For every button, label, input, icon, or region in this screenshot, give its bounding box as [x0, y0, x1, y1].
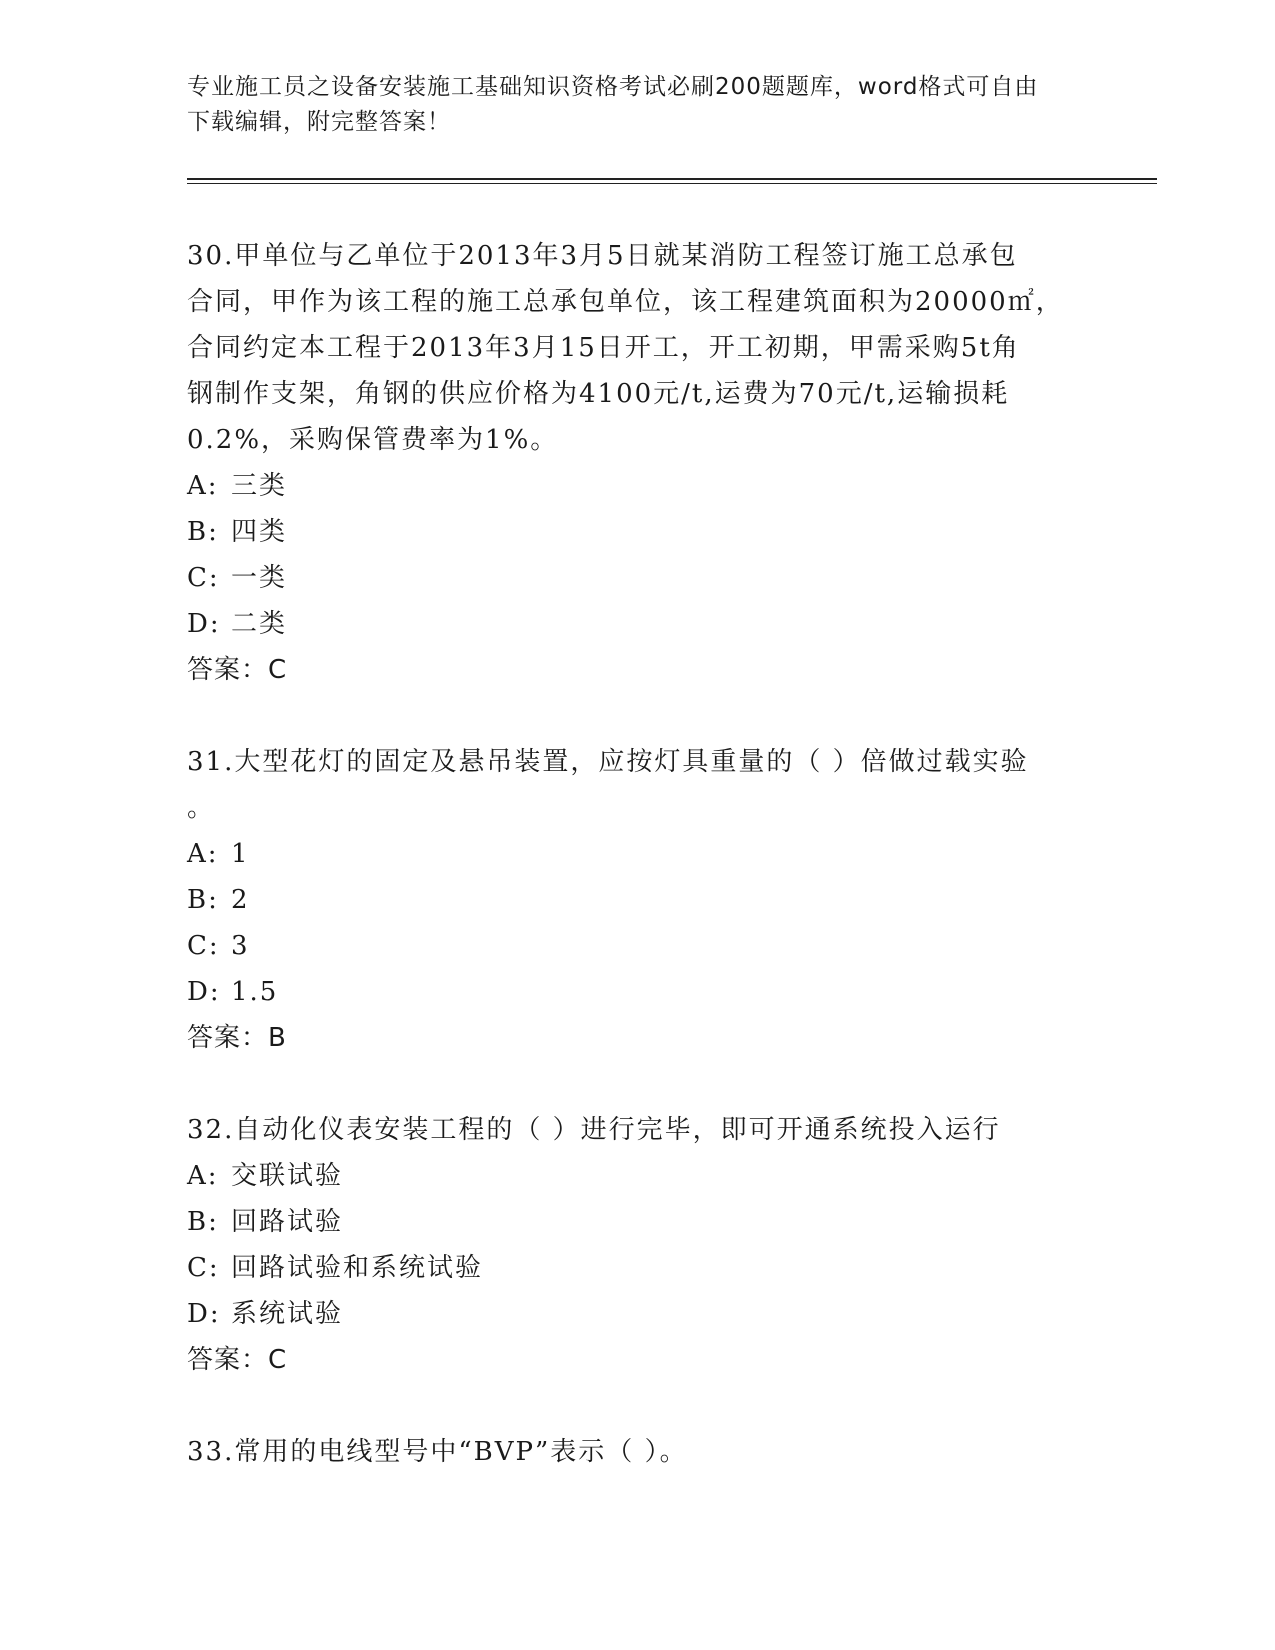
- option-text: 一类: [231, 563, 288, 593]
- option-text: 回路试验: [231, 1207, 344, 1237]
- question-text-line: 钢制作支架，角钢的供应价格为4100元/t,运费为70元/t,运输损耗: [187, 379, 1010, 409]
- header-line-2: 下载编辑，附完整答案！: [187, 109, 451, 135]
- option-letter: B:: [187, 1207, 219, 1237]
- option-letter: C:: [187, 931, 220, 961]
- option-letter: A:: [187, 839, 219, 869]
- option-letter: D:: [187, 1299, 221, 1329]
- question-text-line: 31.大型花灯的固定及悬吊装置，应按灯具重量的（ ）倍做过载实验: [187, 747, 1029, 777]
- answer-option: [187, 1291, 1067, 1337]
- answer-option: [187, 1199, 1067, 1245]
- option-text: 2: [231, 885, 250, 915]
- answer-key: 答案：B: [187, 1023, 287, 1053]
- option-text: 1: [231, 839, 250, 869]
- option-letter: C:: [187, 1253, 220, 1283]
- question-text-line: 30.甲单位与乙单位于2013年3月5日就某消防工程签订施工总承包: [187, 241, 1018, 271]
- option-letter: D:: [187, 977, 221, 1007]
- option-text: 二类: [231, 609, 288, 639]
- option-letter: B:: [187, 885, 219, 915]
- option-text: 三类: [231, 471, 288, 501]
- question-30: [187, 233, 1067, 693]
- question-list: [187, 233, 1067, 1521]
- question-31: [187, 739, 1067, 1061]
- option-text: 四类: [231, 517, 288, 547]
- answer-option: [187, 555, 1067, 601]
- question-32: [187, 1107, 1067, 1383]
- answer-option: [187, 1153, 1067, 1199]
- answer-option: [187, 1245, 1067, 1291]
- header-line-1: 专业施工员之设备安装施工基础知识资格考试必刷200题题库，word格式可自由: [187, 74, 1039, 100]
- answer-option: [187, 463, 1067, 509]
- question-33: [187, 1429, 1067, 1475]
- option-text: 回路试验和系统试验: [231, 1253, 484, 1283]
- option-letter: A:: [187, 471, 219, 501]
- question-text-line: 。: [187, 793, 216, 823]
- answer-key: 答案：C: [187, 655, 288, 685]
- answer-option: [187, 969, 1067, 1015]
- option-text: 交联试验: [231, 1161, 344, 1191]
- header-divider-thick: [187, 178, 1157, 180]
- option-letter: C:: [187, 563, 220, 593]
- question-text-line: 0.2%，采购保管费率为1%。: [187, 425, 559, 455]
- answer-option: [187, 831, 1067, 877]
- option-text: 3: [231, 931, 250, 961]
- question-text-line: 合同约定本工程于2013年3月15日开工，开工初期，甲需采购5t角: [187, 333, 1020, 363]
- question-text-line: 32.自动化仪表安装工程的（ ）进行完毕，即可开通系统投入运行: [187, 1115, 1001, 1145]
- option-letter: B:: [187, 517, 219, 547]
- question-text-line: 合同，甲作为该工程的施工总承包单位，该工程建筑面积为20000㎡，: [187, 287, 1064, 317]
- option-text: 1.5: [231, 977, 279, 1007]
- answer-option: [187, 509, 1067, 555]
- answer-option: [187, 923, 1067, 969]
- answer-option: [187, 601, 1067, 647]
- option-letter: D:: [187, 609, 221, 639]
- option-letter: A:: [187, 1161, 219, 1191]
- header-divider-thin: [187, 183, 1157, 184]
- answer-key: 答案：C: [187, 1345, 288, 1375]
- option-text: 系统试验: [231, 1299, 344, 1329]
- answer-option: [187, 877, 1067, 923]
- question-text-line: 33.常用的电线型号中“BVP”表示（ ）。: [187, 1437, 688, 1467]
- document-header: [187, 70, 1087, 140]
